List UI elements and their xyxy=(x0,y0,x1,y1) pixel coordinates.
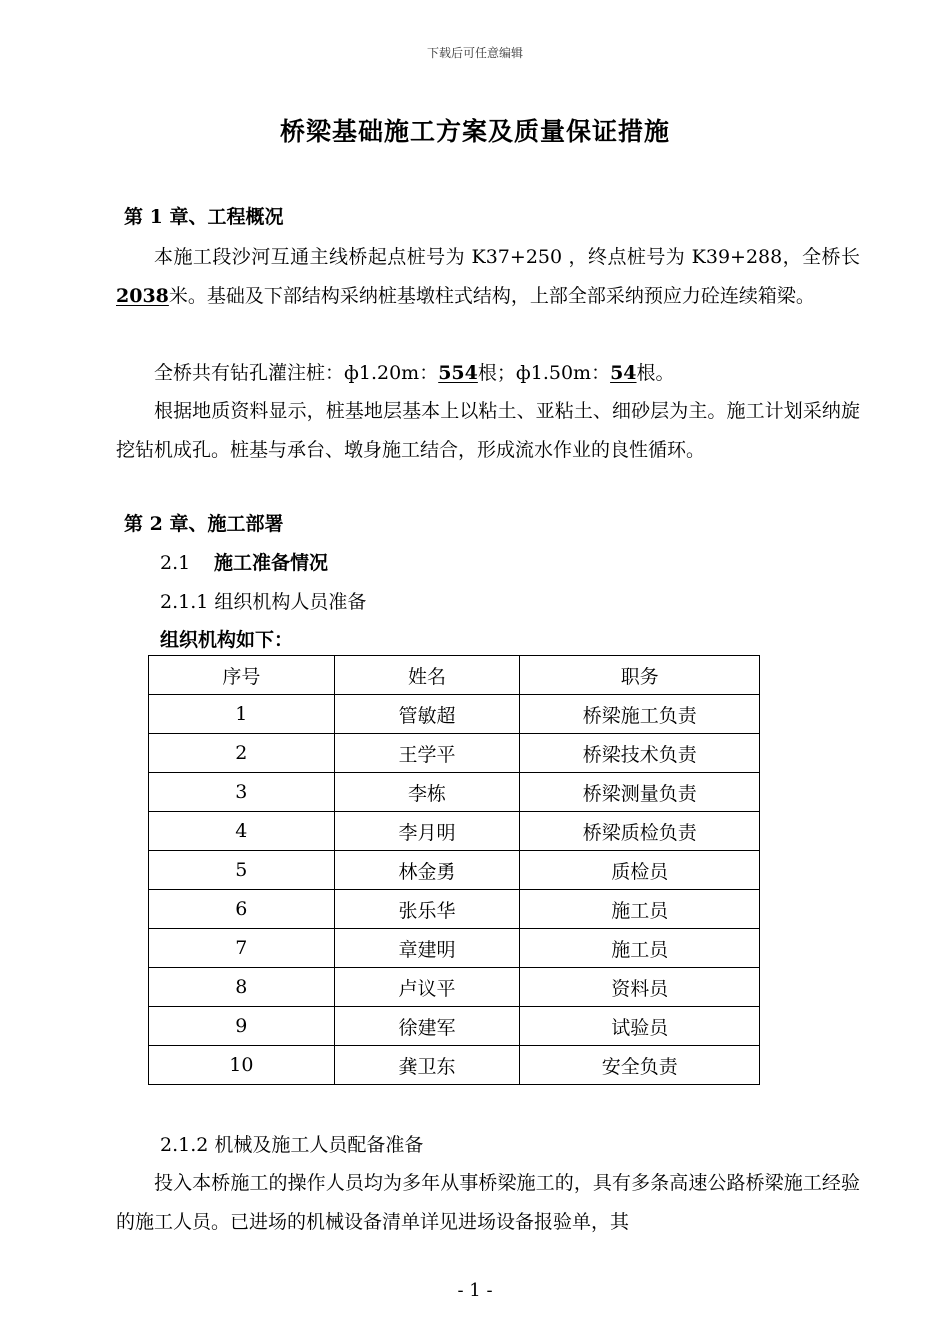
bridge-length-value: 2038 xyxy=(116,285,169,307)
cell-number: 5 xyxy=(149,851,335,890)
section-2-1-number: 2.1 xyxy=(160,552,191,574)
header-cell-name: 姓名 xyxy=(334,656,520,695)
pile-count-1: 554 xyxy=(438,362,478,384)
cell-name: 徐建军 xyxy=(334,1007,520,1046)
cell-number: 10 xyxy=(149,1046,335,1085)
pile-count-2: 54 xyxy=(610,362,637,384)
cell-name: 李栋 xyxy=(334,773,520,812)
chapter-2-paragraph-1: 投入本桥施工的操作人员均为多年从事桥梁施工的，具有多条高速公路桥梁施工经验的施工人员。已进场的机械设备清单详见进场设备报验单，其 xyxy=(116,1172,860,1233)
table-row xyxy=(149,890,760,929)
table-row xyxy=(149,1007,760,1046)
cell-position: 桥梁测量负责 xyxy=(520,773,760,812)
chapter-1-paragraph-3: 根据地质资料显示，桩基地层基本上以粘土、亚粘土、细砂层为主。施工计划采纳旋挖钻机成孔。桩基与承台、墩身施工结合，形成流水作业的良性循环。 xyxy=(116,400,860,461)
cell-position: 桥梁技术负责 xyxy=(520,734,760,773)
section-2-1-1-heading: 2.1.1 组织机构人员准备 xyxy=(160,591,367,613)
section-2-1-2-heading: 2.1.2 机械及施工人员配备准备 xyxy=(160,1134,424,1156)
cell-position: 桥梁质检负责 xyxy=(520,812,760,851)
section-2-1-title: 施工准备情况 xyxy=(214,552,329,574)
page-number: - 1 - xyxy=(457,1280,493,1301)
p1-text-a: 本施工段沙河互通主线桥起点桩号为 K37+250 ，终点桩号为 K39+288，全桥长 xyxy=(154,246,860,268)
cell-number: 8 xyxy=(149,968,335,1007)
table-row xyxy=(149,734,760,773)
cell-name: 管敏超 xyxy=(334,695,520,734)
cell-number: 4 xyxy=(149,812,335,851)
p2-text-c: 根。 xyxy=(636,362,675,384)
cell-number: 2 xyxy=(149,734,335,773)
cell-name: 王学平 xyxy=(334,734,520,773)
table-row xyxy=(149,851,760,890)
p2-text-a: 全桥共有钻孔灌注桩：ф1.20m： xyxy=(154,362,439,384)
table-row xyxy=(149,812,760,851)
table-row xyxy=(149,929,760,968)
cell-number: 3 xyxy=(149,773,335,812)
p1-text-b: 米。基础及下部结构采纳桩基墩柱式结构，上部全部采纳预应力砼连续箱梁。 xyxy=(168,285,815,307)
organization-table xyxy=(148,655,760,1085)
table-row xyxy=(149,695,760,734)
cell-name: 卢议平 xyxy=(334,968,520,1007)
p2-text-b: 根；ф1.50m： xyxy=(477,362,611,384)
cell-position: 试验员 xyxy=(520,1007,760,1046)
header-cell-position: 职务 xyxy=(520,656,760,695)
cell-position: 施工员 xyxy=(520,890,760,929)
cell-name: 章建明 xyxy=(334,929,520,968)
cell-number: 1 xyxy=(149,695,335,734)
table-header-row xyxy=(149,656,760,695)
cell-name: 李月明 xyxy=(334,812,520,851)
cell-number: 7 xyxy=(149,929,335,968)
org-caption: 组织机构如下： xyxy=(160,629,294,651)
cell-name: 林金勇 xyxy=(334,851,520,890)
chapter-1-heading: 第 1 章、工程概况 xyxy=(124,206,284,228)
chapter-2-heading: 第 2 章、施工部署 xyxy=(124,513,284,535)
chapter-1-paragraph-2 xyxy=(116,354,860,393)
header-cell-number: 序号 xyxy=(149,656,335,695)
chapter-1-paragraph-1 xyxy=(116,238,860,316)
cell-position: 资料员 xyxy=(520,968,760,1007)
cell-number: 9 xyxy=(149,1007,335,1046)
table-row xyxy=(149,1046,760,1085)
cell-number: 6 xyxy=(149,890,335,929)
table-row xyxy=(149,773,760,812)
header-note: 下载后可任意编辑 xyxy=(426,46,523,60)
cell-name: 张乐华 xyxy=(334,890,520,929)
document-title: 桥梁基础施工方案及质量保证措施 xyxy=(279,117,670,146)
cell-position: 桥梁施工负责 xyxy=(520,695,760,734)
cell-position: 安全负责 xyxy=(520,1046,760,1085)
cell-name: 龚卫东 xyxy=(334,1046,520,1085)
table-row xyxy=(149,968,760,1007)
cell-position: 质检员 xyxy=(520,851,760,890)
cell-position: 施工员 xyxy=(520,929,760,968)
